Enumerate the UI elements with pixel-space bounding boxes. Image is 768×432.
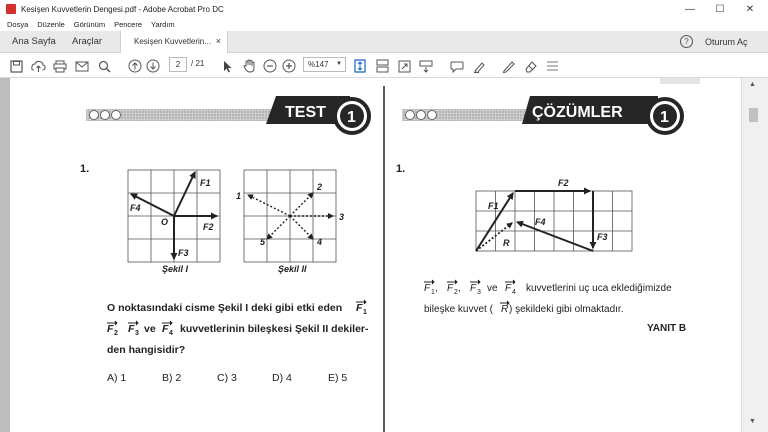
zoom-select[interactable] [303, 57, 346, 72]
previous-page-icon[interactable] [127, 58, 143, 74]
zoom-value: %147 [308, 60, 329, 69]
page-total: / 21 [191, 59, 205, 68]
zoom-out-icon[interactable] [262, 58, 278, 74]
answer-c[interactable]: C) 3 [217, 372, 237, 384]
label-f3: F3 [178, 248, 189, 258]
search-icon[interactable] [96, 58, 112, 74]
solutions-banner [402, 96, 682, 133]
sol-comma-2: , [458, 283, 461, 294]
solution-label-f4: F4 [535, 217, 546, 227]
tab-home[interactable]: Ana Sayfa [12, 36, 56, 47]
solution-label-r: R [503, 238, 510, 248]
zoom-in-icon[interactable] [281, 58, 297, 74]
answer-e[interactable]: E) 5 [328, 372, 348, 384]
sol-text-f2: F [447, 283, 454, 294]
sol-text-f4: F [505, 283, 512, 294]
scroll-down-icon[interactable]: ▼ [749, 418, 756, 425]
vector-f1 [174, 172, 195, 216]
answer-b[interactable]: B) 2 [162, 372, 182, 384]
sol-text-f4-sub: 4 [512, 289, 516, 296]
right-question-number: 1. [396, 163, 406, 175]
sol-comma-1: , [435, 283, 438, 294]
label-f1: F1 [200, 178, 211, 188]
question-line-2: kuvvetlerinin bileşkesi Şekil II dekiler- [180, 323, 369, 335]
minimize-button[interactable]: — [685, 3, 695, 15]
option-label-2: 2 [317, 182, 323, 192]
read-mode-icon[interactable] [418, 58, 434, 74]
tab-close-icon[interactable]: × [215, 36, 221, 46]
test-banner [86, 96, 369, 133]
close-window-button[interactable]: ✕ [745, 3, 755, 15]
menu-edit[interactable]: Düzenle [37, 20, 65, 29]
solutions-banner-label: ÇÖZÜMLER [532, 104, 623, 121]
menu-bar [0, 18, 768, 31]
sol-text-f3-sub: 3 [477, 289, 481, 296]
tab-tools[interactable]: Araçlar [72, 36, 103, 47]
solution-line-2-r: R [501, 304, 509, 315]
page-corner-mark [660, 78, 700, 84]
answer-d[interactable]: D) 4 [272, 372, 292, 384]
select-cursor-icon[interactable] [220, 58, 236, 74]
option-label-1: 1 [236, 191, 242, 201]
next-page-icon[interactable] [145, 58, 161, 74]
sign-in-link[interactable]: Oturum Aç [705, 37, 748, 47]
label-f4: F4 [130, 203, 141, 213]
sol-text-f1-sub: 1 [431, 289, 435, 296]
option-label-3: 3 [339, 212, 345, 222]
highlight-icon[interactable] [471, 58, 487, 74]
solution-label-f2: F2 [558, 178, 569, 188]
solution-label-f1: F1 [488, 201, 499, 211]
solution-line-1: kuvvetlerini uç uca eklediğimizde [526, 283, 672, 294]
test-banner-number: 1 [347, 109, 356, 126]
comment-icon[interactable] [449, 58, 465, 74]
solution-line-2b: ) şekildeki gibi olmaktadır. [509, 304, 624, 315]
label-f2: F2 [203, 222, 214, 232]
option-label-4: 4 [317, 237, 323, 247]
tab-document[interactable] [120, 31, 228, 53]
question-f1: F [356, 302, 363, 314]
option-vector-5 [267, 216, 290, 239]
sol-text-f1: F [424, 283, 431, 294]
sol-ve: ve [487, 283, 498, 294]
draw-pen-icon[interactable] [500, 58, 516, 74]
scroll-up-icon[interactable]: ▲ [749, 81, 756, 88]
acrobat-icon [6, 4, 16, 14]
test-banner-label: TEST [285, 104, 326, 121]
solution-f4 [517, 222, 593, 251]
question-f3: F [128, 323, 135, 335]
chevron-down-icon: ▼ [336, 61, 342, 67]
figure-2-caption: Şekil II [278, 264, 307, 274]
document-viewer[interactable] [0, 78, 768, 432]
solution-line-2a: bileşke kuvvet ( [424, 304, 493, 315]
option-vector-1 [248, 195, 290, 216]
solution-label-f3: F3 [597, 232, 608, 242]
tab-document-label: Kesişen Kuvvetlerin... [134, 37, 211, 46]
solution-grid [476, 191, 632, 251]
pdf-page [10, 78, 741, 432]
question-line-1: O noktasındaki cisme Şekil I deki gibi etki eden [107, 302, 343, 314]
option-vector-4 [290, 216, 313, 239]
window-title: Kesişen Kuvvetlerin Dengesi.pdf - Adobe Acrobat Pro DC [21, 4, 224, 14]
solution-answer: YANIT B [647, 323, 687, 334]
question-f2: F [107, 323, 114, 335]
title-bar [0, 0, 768, 18]
left-question-number: 1. [80, 163, 90, 175]
option-label-5: 5 [260, 237, 266, 247]
question-f4: F [162, 323, 169, 335]
eraser-icon[interactable] [522, 58, 538, 74]
print-icon[interactable] [52, 58, 68, 74]
figure-1-caption: Şekil I [162, 264, 189, 274]
tab-bar [0, 31, 768, 53]
upload-cloud-icon[interactable] [30, 58, 46, 74]
menu-window[interactable]: Pencere [114, 20, 142, 29]
vertical-scrollbar[interactable] [741, 78, 768, 432]
question-f3-sub: 3 [135, 330, 139, 337]
scroll-mode-icon[interactable] [374, 58, 390, 74]
question-f4-sub: 4 [169, 330, 173, 337]
question-f2-sub: 2 [114, 330, 118, 337]
menu-file[interactable]: Dosya [7, 20, 29, 29]
fit-page-icon[interactable] [352, 58, 368, 74]
maximize-button[interactable]: ☐ [715, 3, 725, 15]
menu-view[interactable]: Görünüm [73, 20, 106, 29]
solutions-banner-number: 1 [660, 109, 669, 126]
question-f1-sub: 1 [363, 309, 367, 316]
save-icon[interactable] [8, 58, 24, 74]
option-vector-2 [290, 193, 313, 216]
sol-text-f3: F [470, 283, 477, 294]
origin-label: O [161, 217, 169, 227]
page-number-input[interactable]: 2 [169, 57, 187, 72]
scrollbar-thumb[interactable] [749, 108, 758, 122]
hand-tool-icon[interactable] [241, 58, 257, 74]
full-screen-icon[interactable] [396, 58, 412, 74]
page-content [10, 78, 741, 432]
email-icon[interactable] [74, 58, 90, 74]
help-icon[interactable]: ? [680, 35, 693, 48]
more-tools-icon[interactable] [544, 58, 560, 74]
answer-a[interactable]: A) 1 [107, 372, 127, 384]
question-line-3: den hangisidir? [107, 344, 186, 356]
toolbar [0, 53, 768, 78]
menu-help[interactable]: Yardım [151, 20, 175, 29]
sol-text-f2-sub: 2 [454, 289, 458, 296]
question-ve: ve [144, 323, 156, 335]
